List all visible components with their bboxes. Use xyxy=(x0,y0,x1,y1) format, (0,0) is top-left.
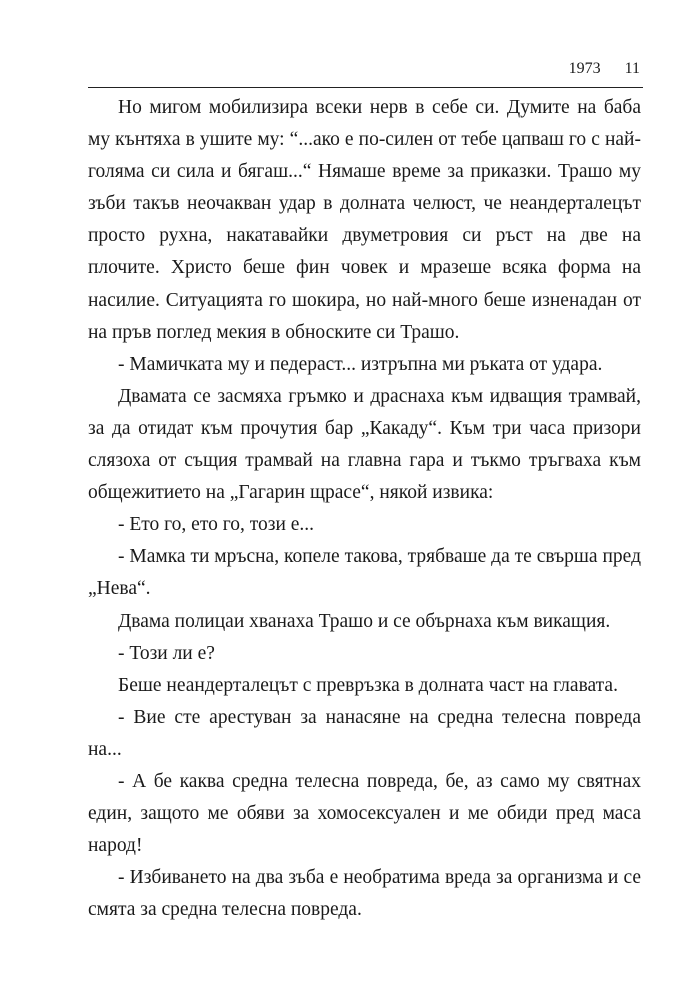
paragraph: Двама полицаи хванаха Трашо и се обърнаха към викащия. xyxy=(118,610,611,632)
paragraph: - Избиването на два зъба е необратима вреда за организма и се смята за средна телесна повреда. xyxy=(88,867,641,921)
paragraph: - А бе каква средна телесна повреда, бе, аз само му святнах един, защото ме обяви за хомосексуален и ме обиди пред маса народ! xyxy=(88,770,641,857)
page-number: 11 xyxy=(624,60,640,77)
paragraph: - Вие сте арестуван за нанасяне на средна телесна повреда на... xyxy=(88,706,641,760)
paragraph: Беше неандерталецът с превръзка в долната част на главата. xyxy=(118,674,618,696)
paragraph: Двамата се засмяха гръмко и драснаха към идващия трамвай, за да отидат към прочутия бар „Какаду“. Към три часа призори слязоха от същия трамвай на главна гара и тъкмо тръгваха към общежитието на „Гагарин щрасе“, някой извика: xyxy=(88,385,641,504)
paragraph: - Мамичката му и педераст... изтръпна ми ръката от удара. xyxy=(118,353,603,375)
paragraph: - Ето го, ето го, този е... xyxy=(118,514,315,536)
paragraph: - Мамка ти мръсна, копеле такова, трябваше да те свърша пред „Нева“. xyxy=(88,546,641,600)
body-text xyxy=(88,92,641,926)
running-head xyxy=(88,60,640,82)
header-rule xyxy=(88,87,643,88)
running-head-year: 1973 xyxy=(568,60,601,77)
paragraph: - Този ли е? xyxy=(118,642,215,664)
paragraph: Но мигом мобилизира всеки нерв в себе си. Думите на баба му кънтяха в ушите му: “...ако е по-силен от тебе цапваш го с най-голяма си сила и бягаш...“ Нямаше време за приказки. Трашо му зъби такъв неочакван удар в долната челюст, че неандерталецът просто рухна, накатавайки двуметровия си ръст на две на плочите. Христо беше фин човек и мразеше всяка форма на насилие. Ситуацията го шокира, но най-много беше изненадан от на пръв поглед мекия в обноските си Трашо. xyxy=(88,97,641,343)
